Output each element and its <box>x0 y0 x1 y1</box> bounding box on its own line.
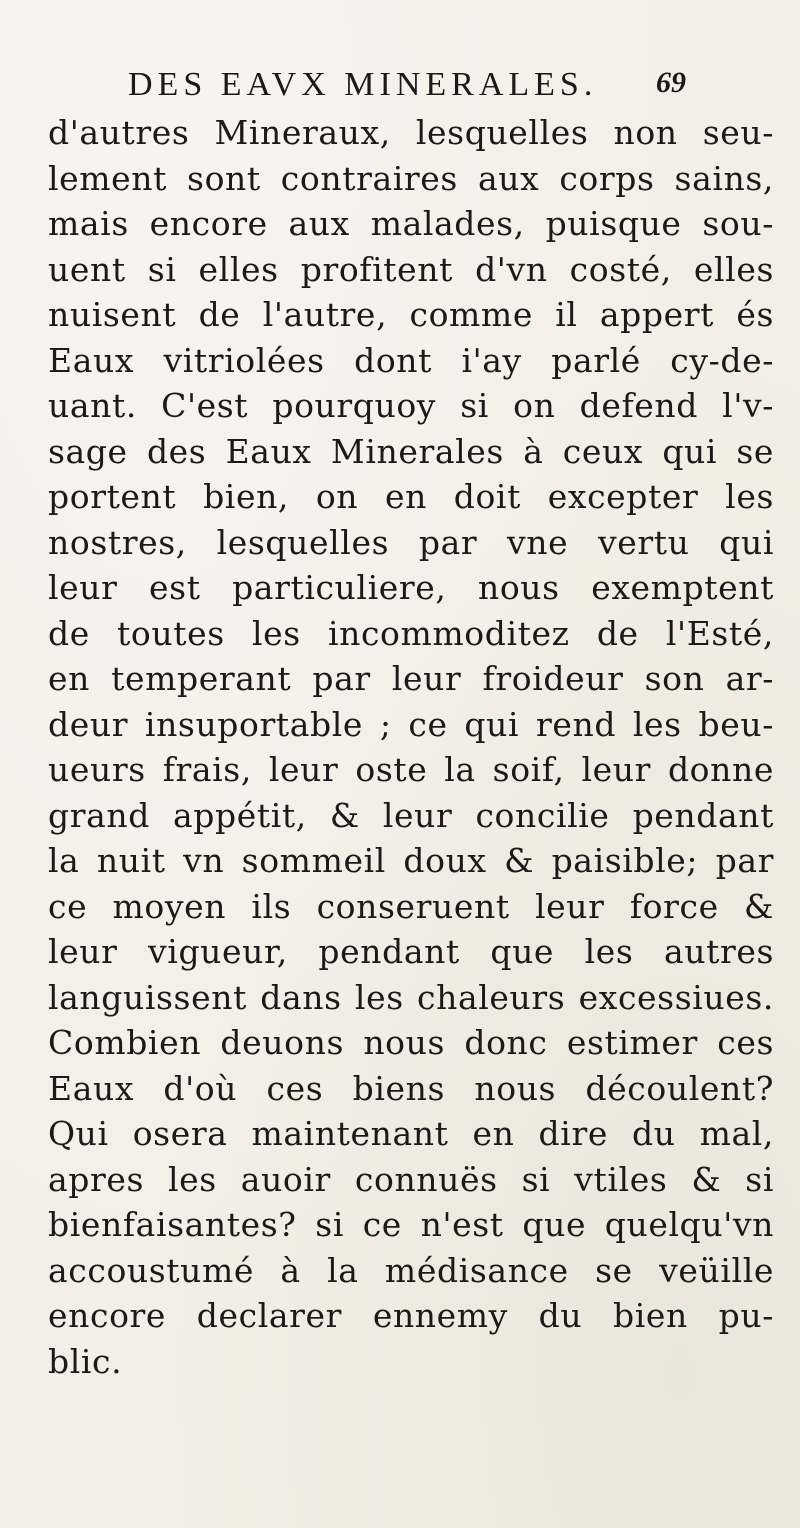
text-line: Combien deuons nous donc estimer ces <box>48 1023 774 1062</box>
text-line: sage des Eaux Minerales à ceux qui se <box>48 431 774 471</box>
text-line: languissent dans les chaleurs excessiues. <box>48 977 774 1017</box>
text-line: blic. <box>48 1341 123 1381</box>
text-line: d'autres Mineraux, lesquelles non seu- <box>48 113 774 152</box>
text-line: apres les auoir connuës si vtiles & si <box>48 1159 774 1199</box>
text-line: Qui osera maintenant en dire du mal, <box>48 1114 774 1153</box>
text-line: ueurs frais, leur oste la soif, leur donne <box>48 750 774 789</box>
text-line: lement sont contraires aux corps sains, <box>48 158 774 198</box>
text-line: uent si elles profitent d'vn costé, elles <box>48 249 774 289</box>
text-line: en temperant par leur froideur son ar- <box>48 659 774 698</box>
text-line: accoustumé à la médisance se veüille <box>48 1250 774 1290</box>
running-title: DES EAVX MINERALES. <box>128 66 598 103</box>
text-line: grand appétit, & leur concilie pendant <box>48 795 774 835</box>
text-line: la nuit vn sommeil doux & paisible; par <box>48 841 774 880</box>
text-line: leur est particuliere, nous exemptent <box>48 568 774 607</box>
text-line: portent bien, on en doit excepter les <box>48 477 774 516</box>
body-text <box>48 110 774 1384</box>
text-line: deur insuportable ; ce qui rend les beu- <box>48 704 774 744</box>
text-line: uant. C'est pourquoy si on defend l'v- <box>48 386 774 425</box>
text-line: encore declarer ennemy du bien pu- <box>48 1296 774 1335</box>
text-line: leur vigueur, pendant que les autres <box>48 932 774 971</box>
text-line: nostres, lesquelles par vne vertu qui <box>48 522 774 562</box>
text-line: bienfaisantes? si ce n'est que quelqu'vn <box>48 1205 774 1244</box>
text-line: mais encore aux malades, puisque sou- <box>48 204 774 243</box>
text-line: de toutes les incommoditez de l'Esté, <box>48 613 774 653</box>
text-line: Eaux d'où ces biens nous découlent? <box>48 1068 774 1108</box>
text-line: ce moyen ils conseruent leur force & <box>48 886 774 926</box>
text-line: Eaux vitriolées dont i'ay parlé cy-de- <box>48 340 774 380</box>
running-head <box>128 66 686 116</box>
text-line: nuisent de l'autre, comme il appert és <box>48 295 774 334</box>
page-number: 69 <box>656 66 686 99</box>
